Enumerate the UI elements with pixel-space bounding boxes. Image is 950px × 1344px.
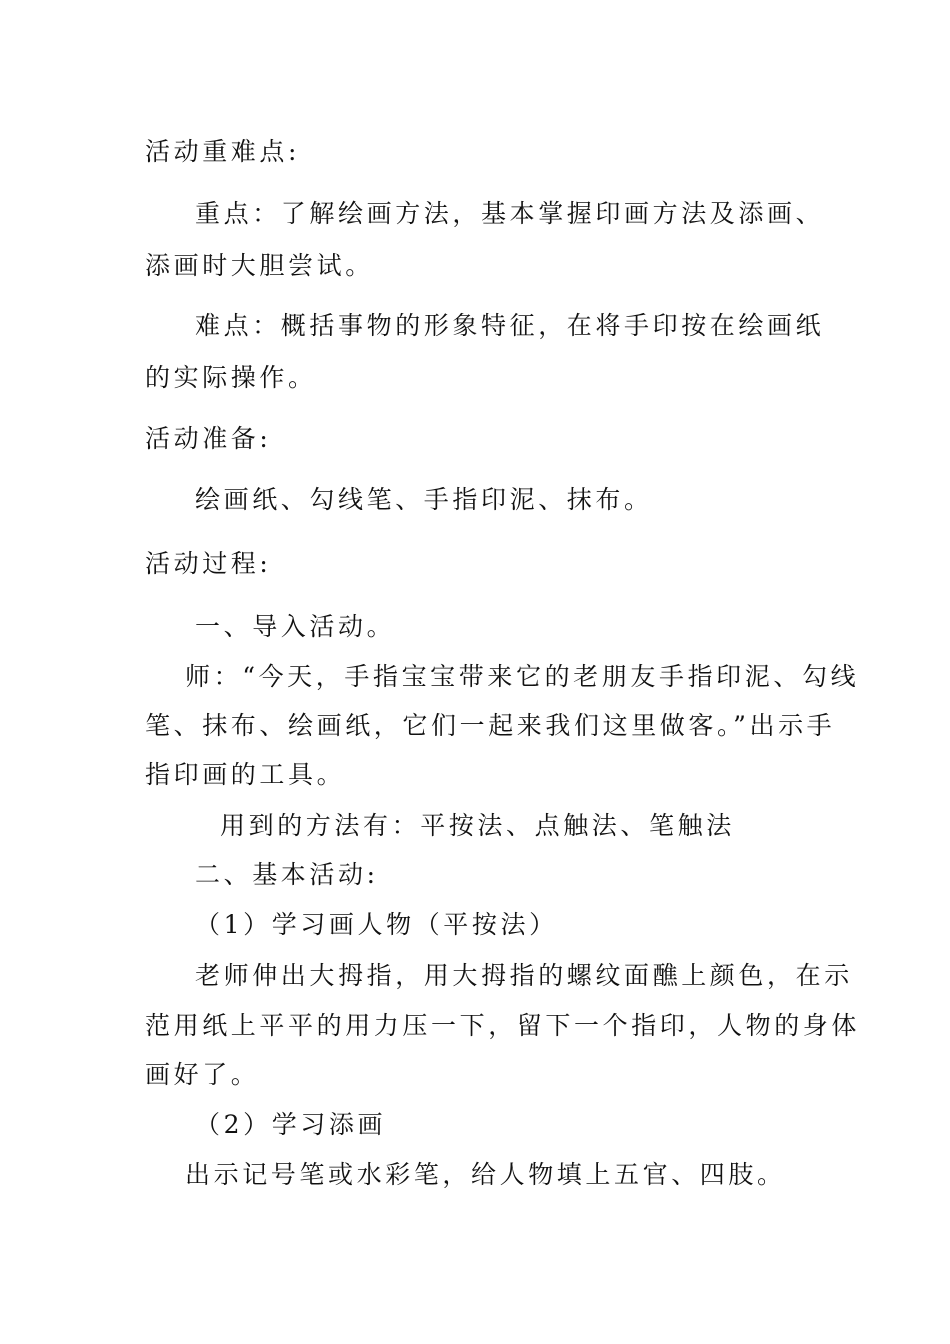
paragraph-thumb-line-2: 范用纸上平平的用力压一下，留下一个指印，人物的身体 — [145, 1011, 861, 1040]
heading-process: 活动过程: — [145, 549, 272, 578]
paragraph-materials: 绘画纸、勾线笔、手指印泥、抹布。 — [195, 485, 653, 514]
subsection-add-drawing: （2）学习添画 — [195, 1110, 387, 1139]
paragraph-key-point-line-2: 添画时大胆尝试。 — [145, 251, 374, 280]
paragraph-teacher-line-1: 师：“今天，手指宝宝带来它的老朋友手指印泥、勾线 — [185, 662, 860, 691]
section-basic-activity: 二、基本活动: — [195, 860, 379, 889]
subsection-draw-figure: （1）学习画人物（平按法） — [195, 910, 558, 939]
paragraph-teacher-line-3: 指印画的工具。 — [145, 760, 346, 789]
paragraph-teacher-line-2: 笔、抹布、绘画纸，它们一起来我们这里做客。”出示手 — [145, 711, 836, 740]
paragraph-thumb-line-1: 老师伸出大拇指，用大拇指的螺纹面醮上颜色，在示 — [195, 961, 853, 990]
paragraph-key-point-line-1: 重点：了解绘画方法，基本掌握印画方法及添画、 — [195, 199, 825, 228]
paragraph-thumb-line-3: 画好了。 — [145, 1060, 260, 1089]
paragraph-difficulty-line-1: 难点：概括事物的形象特征，在将手印按在绘画纸 — [195, 311, 825, 340]
paragraph-methods: 用到的方法有：平按法、点触法、笔触法 — [220, 811, 735, 840]
heading-preparation: 活动准备: — [145, 424, 272, 453]
section-intro: 一、导入活动。 — [195, 612, 396, 641]
heading-key-points: 活动重难点: — [145, 137, 301, 166]
paragraph-add-features: 出示记号笔或水彩笔，给人物填上五官、四肢。 — [185, 1160, 786, 1189]
paragraph-difficulty-line-2: 的实际操作。 — [145, 363, 317, 392]
